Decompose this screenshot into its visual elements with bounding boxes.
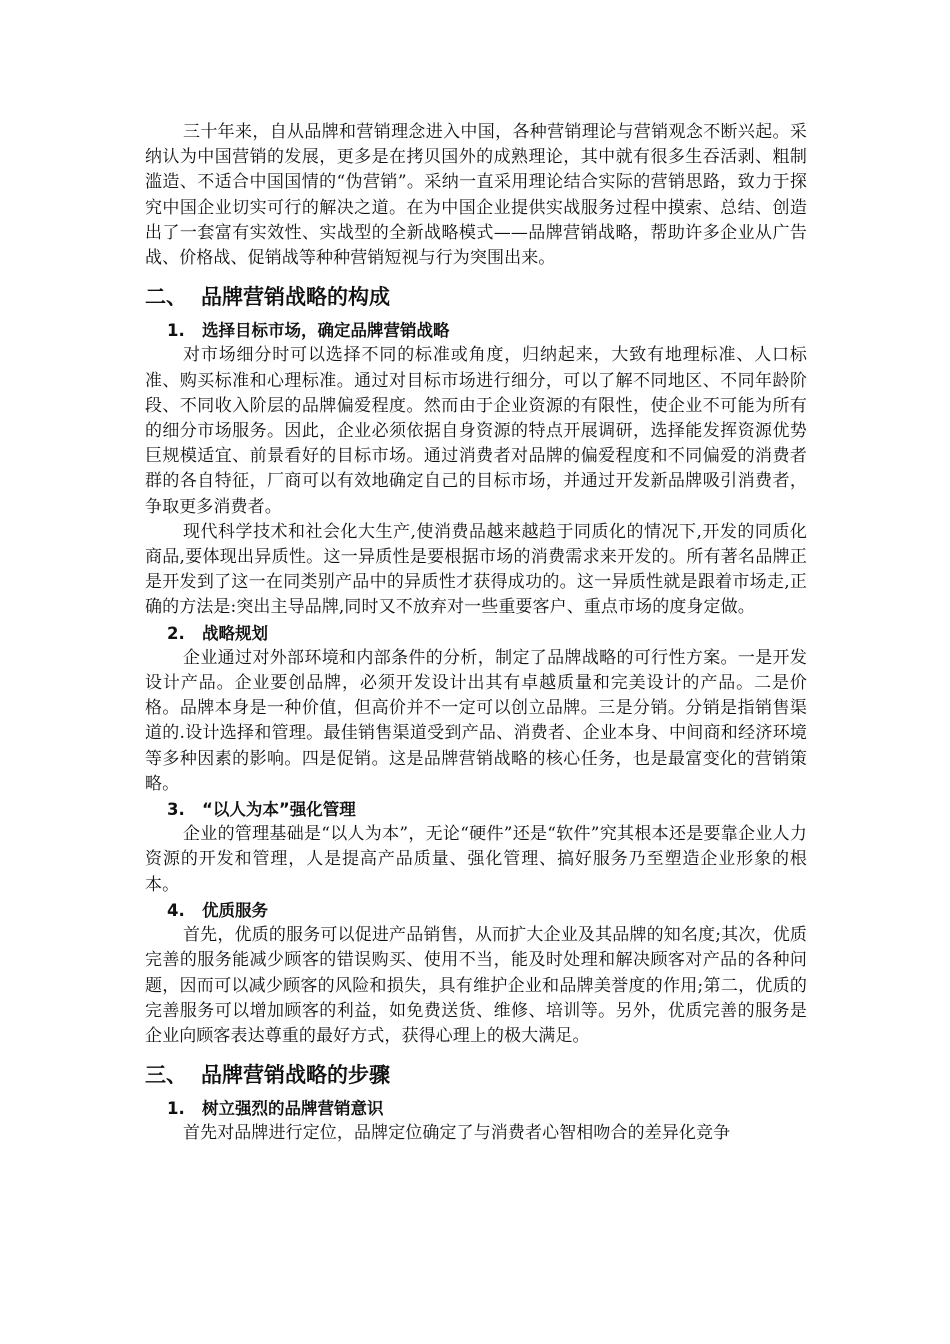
subheading-title: 选择目标市场，确定品牌营销战略	[202, 321, 450, 341]
paragraph-people-oriented: 企业的管理基础是“以人为本”，无论“硬件”还是“软件”究其根本还是要靠企业人力资源的开发和管理，人是提高产品质量、强化管理、搞好服务乃至塑造企业形象的根本。	[145, 824, 807, 895]
paragraph-strategy-planning: 企业通过对外部环境和内部条件的分析，制定了品牌战略的可行性方案。一是开发设计产品。企业要创品牌，必须开发设计出其有卓越质量和完美设计的产品。二是价格。品牌本身是一种价值，但高价并不一定可以创立品牌。三是分销。分销是指销售渠道的.设计选择和管理。最佳销售渠道受到产品、消费者、企业本身、中间商和经济环境等多种因素的影响。四是促销。这是品牌营销战略的核心任务，也是最富变化的营销策略。	[145, 647, 807, 794]
subheading-number: 1.	[167, 1099, 185, 1119]
paragraph-market-segmentation: 对市场细分时可以选择不同的标准或角度，归纳起来，大致有地理标准、人口标准、购买标准和心理标准。通过对目标市场进行细分，可以了解不同地区、不同年龄阶段、不同收入阶层的品牌偏爱程度。然而由于企业资源的有限性，使企业不可能为所有的细分市场服务。因此，企业必须依据自身资源的特点开展调研，选择能发挥资源优势巨规模适宜、前景看好的目标市场。通过消费者对品牌的偏爱程度和不同偏爱的消费者群的各自特征，厂商可以有效地确定自己的目标市场，并通过开发新品牌吸引消费者，争取更多消费者。	[145, 345, 807, 517]
section-number: 二、	[145, 285, 187, 310]
subheading-title: “以人为本”强化管理	[202, 800, 356, 820]
subheading-number: 4.	[167, 900, 185, 920]
subheading-target-market	[145, 318, 807, 343]
subheading-brand-awareness	[145, 1096, 807, 1121]
paragraph-brand-positioning: 首先对品牌进行定位，品牌定位确定了与消费者心智相吻合的差异化竞争	[183, 1123, 731, 1144]
section-title: 品牌营销战略的构成	[201, 285, 390, 310]
section-number: 三、	[145, 1063, 187, 1088]
subheading-number: 2.	[167, 623, 185, 643]
subheading-number: 1.	[167, 321, 185, 341]
section-heading-composition	[145, 280, 807, 314]
section-heading-steps	[145, 1058, 807, 1092]
subheading-number: 3.	[167, 800, 185, 820]
paragraph-heterogeneity: 现代科学技术和社会化大生产,使消费品越来越趋于同质化的情况下,开发的同质化商品,要体现出异质性。这一异质性是要根据市场的消费需求来开发的。所有著名品牌正是开发到了这一在同类别产品中的异质性才获得成功的。这一异质性就是跟着市场走,正确的方法是:突出主导品牌,同时又不放弃对一些重要客户、重点市场的度身定做。	[145, 521, 807, 618]
subheading-title: 树立强烈的品牌营销意识	[202, 1099, 384, 1119]
subheading-strategy-planning	[145, 621, 807, 646]
document-body	[145, 120, 807, 1147]
intro-paragraph: 三十年来，自从品牌和营销理念进入中国，各种营销理论与营销观念不断兴起。采纳认为中国营销的发展，更多是在拷贝国外的成熟理论，其中就有很多生吞活剥、粗制滥造、不适合中国国情的“伪营销”。采纳一直采用理论结合实际的营销思路，致力于探究中国企业切实可行的解决之道。在为中国企业提供实战服务过程中摸索、总结、创造出了一套富有实效性、实战型的全新战略模式——品牌营销战略，帮助许多企业从广告战、价格战、促销战等种种营销短视与行为突围出来。	[145, 122, 807, 269]
section-title: 品牌营销战略的步骤	[201, 1063, 390, 1088]
paragraph-quality-service: 首先，优质的服务可以促进产品销售，从而扩大企业及其品牌的知名度;其次，优质完善的服务能减少顾客的错误购买、使用不当，能及时处理和解决顾客对产品的各种问题，因而可以减少顾客的风险和损失，具有维护企业和品牌美誉度的作用;第二，优质的完善服务可以增加顾客的利益，如免费送货、维修、培训等。另外，优质完善的服务是企业向顾客表达尊重的最好方式，获得心理上的极大满足。	[145, 925, 807, 1046]
subheading-title: 优质服务	[202, 900, 268, 920]
subheading-title: 战略规划	[202, 623, 268, 643]
subheading-people-oriented	[145, 797, 807, 822]
subheading-quality-service	[145, 898, 807, 923]
